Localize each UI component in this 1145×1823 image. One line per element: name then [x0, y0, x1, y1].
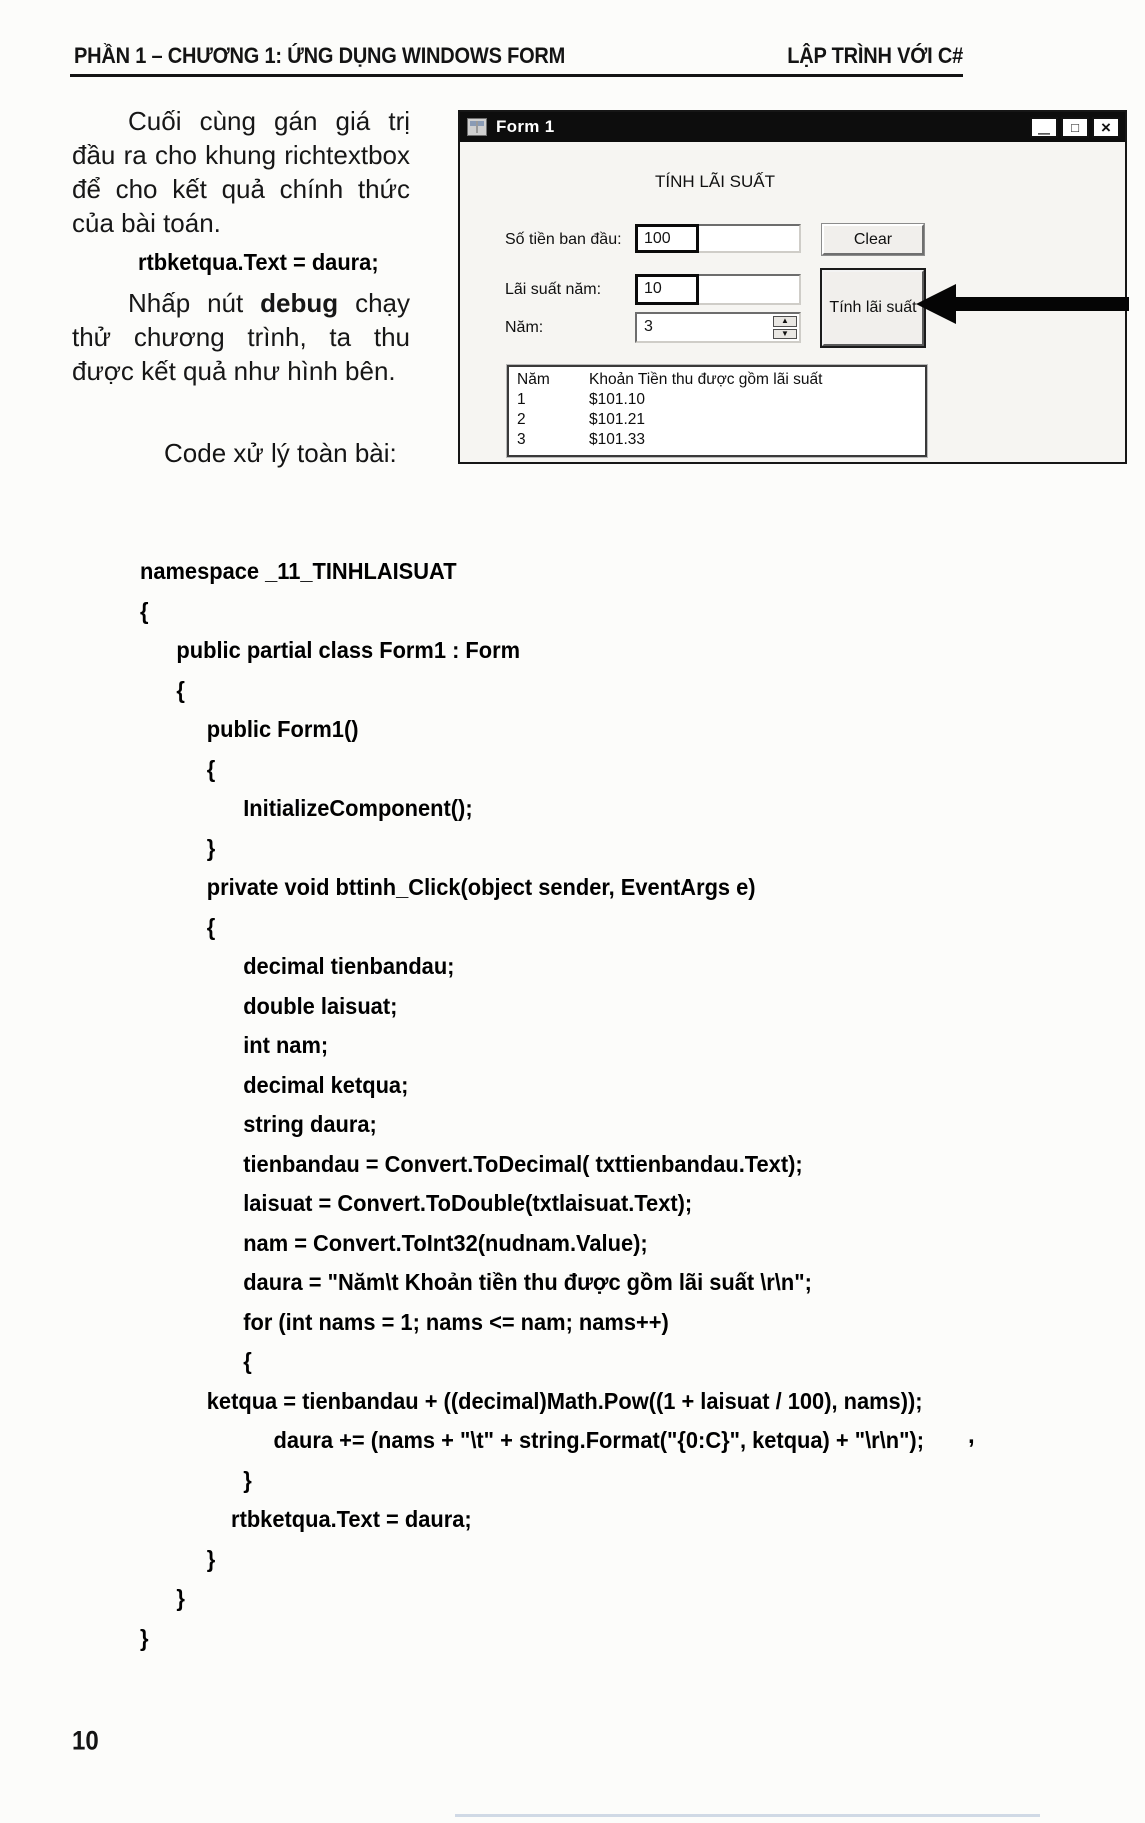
result-rows: [509, 390, 925, 450]
textbox-tienbandau[interactable]: [635, 224, 801, 253]
code-line: }: [140, 1585, 185, 1611]
code-line: }: [140, 834, 216, 861]
code-line: {: [140, 1348, 252, 1374]
code-line: {: [140, 755, 216, 782]
minimize-button[interactable]: [1030, 117, 1058, 138]
clear-button[interactable]: Clear: [822, 224, 924, 255]
result-row-amount: $101.10: [589, 391, 646, 408]
code-line: decimal tienbandau;: [140, 953, 455, 979]
result-header: [509, 370, 925, 390]
form-heading: TÍNH LÃI SUẤT: [655, 172, 775, 191]
inline-code-statement: rtbketqua.Text = daura;: [138, 249, 379, 275]
spin-down-icon: ▼: [781, 328, 789, 338]
result-header-year: Năm: [517, 371, 550, 388]
close-button[interactable]: [1092, 117, 1120, 138]
footer-scan-line: [455, 1814, 1040, 1817]
result-row: [509, 430, 925, 450]
code-line: daura = "Năm\t Khoản tiền thu được gồm lãi suất \r\n";: [140, 1269, 812, 1295]
code-line: }: [140, 1624, 149, 1651]
code-line: decimal ketqua;: [140, 1071, 409, 1098]
stray-comma: ,: [968, 1422, 975, 1449]
header-left: PHẦN 1 – CHƯƠNG 1: ỨNG DỤNG WINDOWS FORM: [74, 44, 566, 69]
tinh-lai-suat-button[interactable]: Tính lãi suất: [822, 270, 924, 346]
code-line: rtbketqua.Text = daura;: [140, 1506, 472, 1532]
result-header-amount: Khoản Tiền thu được gồm lãi suất: [589, 371, 823, 388]
intro-p2-bold-debug: debug: [260, 288, 339, 318]
result-row-year: 2: [517, 411, 526, 428]
intro-p2-text: Nhấp nút: [128, 288, 261, 318]
form-icon: [467, 118, 487, 136]
textbox-tienbandau-value: 100: [635, 224, 699, 253]
code-line: {: [140, 676, 185, 703]
result-row-amount: $101.33: [589, 431, 646, 448]
code-line: laisuat = Convert.ToDouble(txtlaisuat.Text);: [140, 1190, 693, 1216]
code-line: namespace _11_TINHLAISUAT: [140, 558, 457, 584]
code-line: {: [140, 913, 216, 940]
window-buttons: [1030, 117, 1120, 138]
label-lai-suat-nam: Lãi suất năm:: [505, 281, 602, 298]
textbox-laisuat[interactable]: [635, 274, 801, 305]
label-nam: Năm:: [505, 319, 544, 336]
result-row-year: 1: [517, 391, 526, 408]
form1-window: [458, 110, 1127, 464]
maximize-button[interactable]: [1061, 117, 1089, 138]
header-rule: [70, 74, 963, 77]
code-line: nam = Convert.ToInt32(nudnam.Value);: [140, 1229, 648, 1256]
spin-up-icon: ▲: [781, 316, 789, 326]
code-intro-label: Code xử lý toàn bài:: [164, 438, 397, 468]
textbox-laisuat-value: 10: [635, 274, 699, 305]
result-row: [509, 390, 925, 410]
code-line: public Form1(): [140, 716, 359, 742]
code-line: public partial class Form1 : Form: [140, 637, 521, 663]
code-line: tienbandau = Convert.ToDecimal( txttienbandau.Text);: [140, 1150, 803, 1177]
code-line: int nam;: [140, 1032, 329, 1058]
minimize-icon: —: [1038, 125, 1050, 140]
code-line: for (int nams = 1; nams <= nam; nams++): [140, 1308, 669, 1335]
result-row-amount: $101.21: [589, 411, 646, 428]
numeric-updown-nam[interactable]: [635, 312, 801, 343]
close-icon: ×: [1101, 117, 1111, 137]
intro-paragraph-1: Cuối cùng gán giá trị đầu ra cho khung richtextbox để cho kết quả chính thức của bài toán.: [72, 106, 410, 238]
spin-up-button[interactable]: [773, 316, 797, 327]
code-block: [140, 552, 965, 1658]
maximize-icon: □: [1071, 119, 1079, 135]
form-titlebar: [460, 112, 1125, 142]
intro-p2-text-after: chạy thử chương trình, ta thu được kết quả như hình bên.: [72, 288, 410, 386]
code-line: private void bttinh_Click(object sender, EventArgs e): [140, 874, 756, 900]
code-line: string daura;: [140, 1111, 377, 1137]
form-title: Form 1: [496, 117, 555, 136]
code-line: daura += (nams + "\t" + string.Format("{0:C}", ketqua) + "\r\n");: [140, 1427, 924, 1453]
spin-down-button[interactable]: [773, 329, 797, 340]
label-so-tien-ban-dau: Số tiền ban đầu:: [505, 231, 622, 248]
code-line: }: [140, 1545, 216, 1572]
result-row-year: 3: [517, 431, 526, 448]
intro-paragraph-2: [72, 286, 410, 388]
code-line: double laisuat;: [140, 992, 398, 1019]
spinner-buttons: [773, 316, 797, 339]
code-line: ketqua = tienbandau + ((decimal)Math.Pow((1 + laisuat / 100), nams));: [140, 1387, 923, 1414]
result-richtextbox[interactable]: [507, 365, 927, 457]
code-line: InitializeComponent();: [140, 795, 473, 821]
numeric-updown-value: 3: [644, 318, 653, 335]
page-number: 10: [72, 1726, 99, 1757]
result-row: [509, 410, 925, 430]
header-right: LẬP TRÌNH VỚI C#: [787, 44, 963, 69]
callout-arrow-icon: [912, 278, 1129, 328]
code-line: {: [140, 597, 149, 624]
code-line: }: [140, 1466, 252, 1493]
